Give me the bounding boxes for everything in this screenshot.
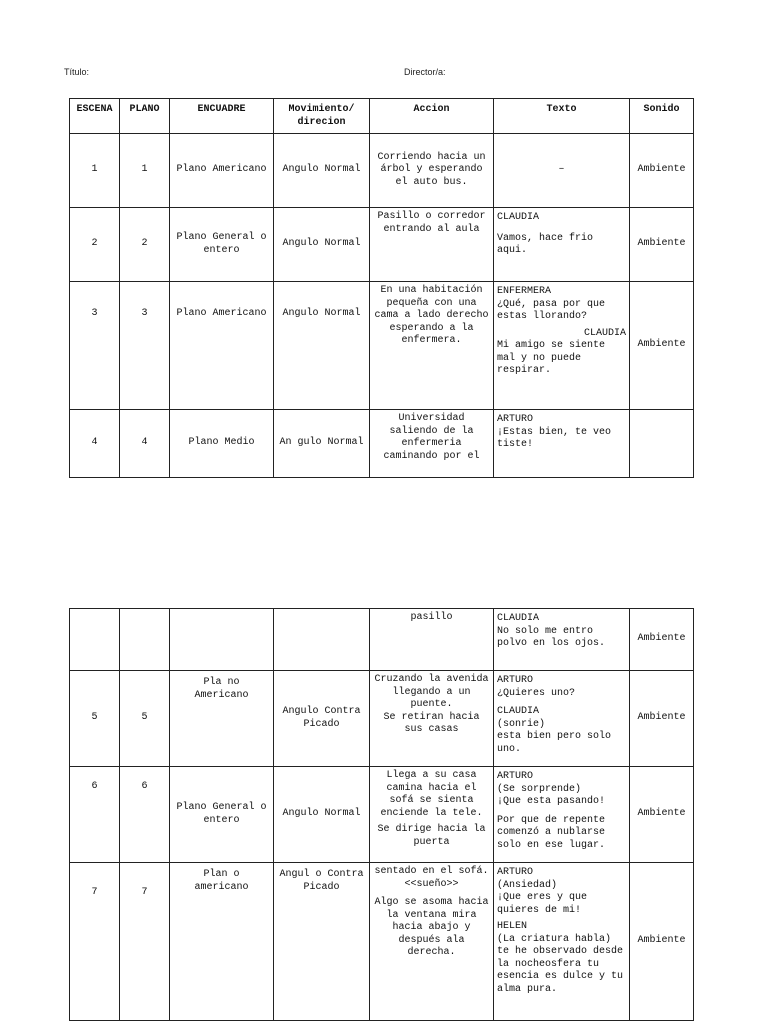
texto-cell bbox=[494, 863, 630, 1021]
sonido-cell bbox=[630, 410, 694, 478]
encuadre-cell: Pla no Americano bbox=[170, 671, 274, 767]
stage-direction: (La criatura habla) bbox=[497, 933, 612, 945]
encuadre-cell: Plano General o entero bbox=[170, 767, 274, 863]
table-row bbox=[70, 671, 694, 767]
stage-direction: (Se sorprende) bbox=[497, 783, 582, 795]
encuadre-cell: Plano Americano bbox=[170, 134, 274, 208]
texto-cell bbox=[494, 671, 630, 767]
table-row bbox=[70, 767, 694, 863]
sonido-cell: Ambiente bbox=[630, 767, 694, 863]
accion-text: Se retiran hacia sus casas bbox=[383, 711, 480, 735]
table-row bbox=[70, 208, 694, 282]
plano-cell: 4 bbox=[120, 410, 170, 478]
table-row bbox=[70, 134, 694, 208]
plano-cell: 3 bbox=[120, 282, 170, 410]
dialogue-text: No solo me entro polvo en los ojos. bbox=[497, 625, 606, 649]
dialogue-text: ¡Que esta pasando! bbox=[497, 796, 606, 807]
titulo-label: Título: bbox=[64, 67, 90, 77]
escena-cell: 4 bbox=[70, 410, 120, 478]
accion-cell bbox=[370, 767, 494, 863]
movimiento-cell: An gulo Normal bbox=[274, 410, 370, 478]
accion-text: Se dirige hacia la puerta bbox=[377, 824, 486, 848]
script-table-page-2 bbox=[69, 608, 694, 1021]
col-header-movimiento: Movimiento/ direcion bbox=[274, 99, 370, 134]
accion-text: En una habitación pequeña con una cama a lado derecho esperando a la enfermera. bbox=[374, 285, 489, 346]
escena-cell: 5 bbox=[70, 671, 120, 767]
plano-cell: 6 bbox=[120, 767, 170, 863]
character-name: CLAUDIA bbox=[497, 706, 540, 717]
plano-cell: 7 bbox=[120, 863, 170, 1021]
escena-cell: 3 bbox=[70, 282, 120, 410]
dialogue-text: Por que de repente comenzó a nublarse solo en ese lugar. bbox=[497, 814, 606, 851]
dialogue-text: Vamos, hace frio aqui. bbox=[497, 232, 594, 256]
accion-cell bbox=[370, 134, 494, 208]
texto-cell bbox=[494, 767, 630, 863]
escena-cell bbox=[70, 609, 120, 671]
table-row bbox=[70, 609, 694, 671]
dialogue-text: ¡Que eres y que quieres de mi! bbox=[497, 892, 588, 916]
character-name: CLAUDIA bbox=[497, 212, 540, 223]
dialogue-text: esta bien pero solo uno. bbox=[497, 731, 612, 755]
movimiento-cell: Angul o Contra Picado bbox=[274, 863, 370, 1021]
encuadre-cell: Plan o americano bbox=[170, 863, 274, 1021]
sonido-cell: Ambiente bbox=[630, 609, 694, 671]
character-name: ARTURO bbox=[497, 771, 534, 782]
texto-cell bbox=[494, 410, 630, 478]
accion-text: Cruzando la avenida llegando a un puente. bbox=[374, 674, 489, 710]
col-header-sonido: Sonido bbox=[630, 99, 694, 134]
plano-cell: 1 bbox=[120, 134, 170, 208]
sonido-cell: Ambiente bbox=[630, 134, 694, 208]
character-name: HELEN bbox=[497, 921, 528, 932]
accion-cell bbox=[370, 208, 494, 282]
sonido-cell: Ambiente bbox=[630, 282, 694, 410]
dialogue-text: Mi amigo se siente mal y no puede respirar. bbox=[497, 340, 606, 376]
movimiento-cell: Angulo Normal bbox=[274, 767, 370, 863]
movimiento-cell: Angulo Normal bbox=[274, 134, 370, 208]
encuadre-cell: Plano General o entero bbox=[170, 208, 274, 282]
accion-text: <<sueño>> bbox=[404, 878, 459, 890]
texto-cell bbox=[494, 134, 630, 208]
col-header-encuadre: ENCUADRE bbox=[170, 99, 274, 134]
plano-cell: 2 bbox=[120, 208, 170, 282]
character-name: CLAUDIA bbox=[497, 613, 540, 624]
accion-text: Llega a su casa camina hacia el sofá se sienta enciende la tele. bbox=[380, 770, 483, 819]
table-row bbox=[70, 863, 694, 1021]
accion-cell bbox=[370, 671, 494, 767]
accion-text: Universidad saliendo de la enfermeria caminando por el bbox=[383, 413, 480, 462]
character-name: ARTURO bbox=[497, 867, 534, 878]
accion-text: Pasillo o corredor entrando al aula bbox=[377, 211, 486, 235]
movimiento-cell: Angulo Normal bbox=[274, 208, 370, 282]
col-header-escena: ESCENA bbox=[70, 99, 120, 134]
dialogue-text: ¡Estas bien, te veo tiste! bbox=[497, 426, 612, 450]
script-table-page-1 bbox=[69, 98, 694, 478]
encuadre-cell: Plano Medio bbox=[170, 410, 274, 478]
accion-text: pasillo bbox=[410, 612, 453, 623]
col-header-accion: Accion bbox=[370, 99, 494, 134]
texto-cell bbox=[494, 609, 630, 671]
dialogue-text: te he observado desde la nocheosfera tu esencia es dulce y tu alma pura. bbox=[497, 946, 624, 995]
texto-text: – bbox=[558, 164, 565, 176]
accion-cell bbox=[370, 410, 494, 478]
plano-cell bbox=[120, 609, 170, 671]
accion-cell bbox=[370, 609, 494, 671]
escena-cell: 7 bbox=[70, 863, 120, 1021]
stage-direction: (sonrie) bbox=[497, 718, 546, 730]
movimiento-cell bbox=[274, 609, 370, 671]
sonido-cell: Ambiente bbox=[630, 863, 694, 1021]
encuadre-cell: Plano Americano bbox=[170, 282, 274, 410]
table-header-row bbox=[70, 99, 694, 134]
escena-cell: 1 bbox=[70, 134, 120, 208]
character-name: CLAUDIA bbox=[583, 327, 626, 339]
escena-cell: 6 bbox=[70, 767, 120, 863]
character-name: ARTURO bbox=[497, 414, 534, 425]
movimiento-cell: Angulo Contra Picado bbox=[274, 671, 370, 767]
col-header-plano: PLANO bbox=[120, 99, 170, 134]
character-name: ARTURO bbox=[497, 675, 534, 686]
sonido-cell: Ambiente bbox=[630, 208, 694, 282]
col-header-texto: Texto bbox=[494, 99, 630, 134]
sonido-cell: Ambiente bbox=[630, 671, 694, 767]
dialogue-text: ¿Qué, pasa por que estas llorando? bbox=[497, 298, 606, 322]
accion-text: sentado en el sofá. bbox=[374, 866, 489, 877]
accion-text: Corriendo hacia un árbol y esperando el auto bus. bbox=[377, 151, 486, 188]
accion-cell bbox=[370, 863, 494, 1021]
table-row bbox=[70, 410, 694, 478]
texto-cell bbox=[494, 208, 630, 282]
character-name: ENFERMERA bbox=[497, 286, 552, 297]
plano-cell: 5 bbox=[120, 671, 170, 767]
accion-text: Algo se asoma hacia la ventana mira hacia abajo y después ala derecha. bbox=[374, 897, 489, 958]
director-label: Director/a: bbox=[404, 67, 446, 77]
accion-cell bbox=[370, 282, 494, 410]
escena-cell: 2 bbox=[70, 208, 120, 282]
table-row bbox=[70, 282, 694, 410]
texto-cell bbox=[494, 282, 630, 410]
stage-direction: (Ansiedad) bbox=[497, 879, 558, 891]
encuadre-cell bbox=[170, 609, 274, 671]
movimiento-cell: Angulo Normal bbox=[274, 282, 370, 410]
dialogue-text: ¿Quieres uno? bbox=[497, 687, 576, 699]
